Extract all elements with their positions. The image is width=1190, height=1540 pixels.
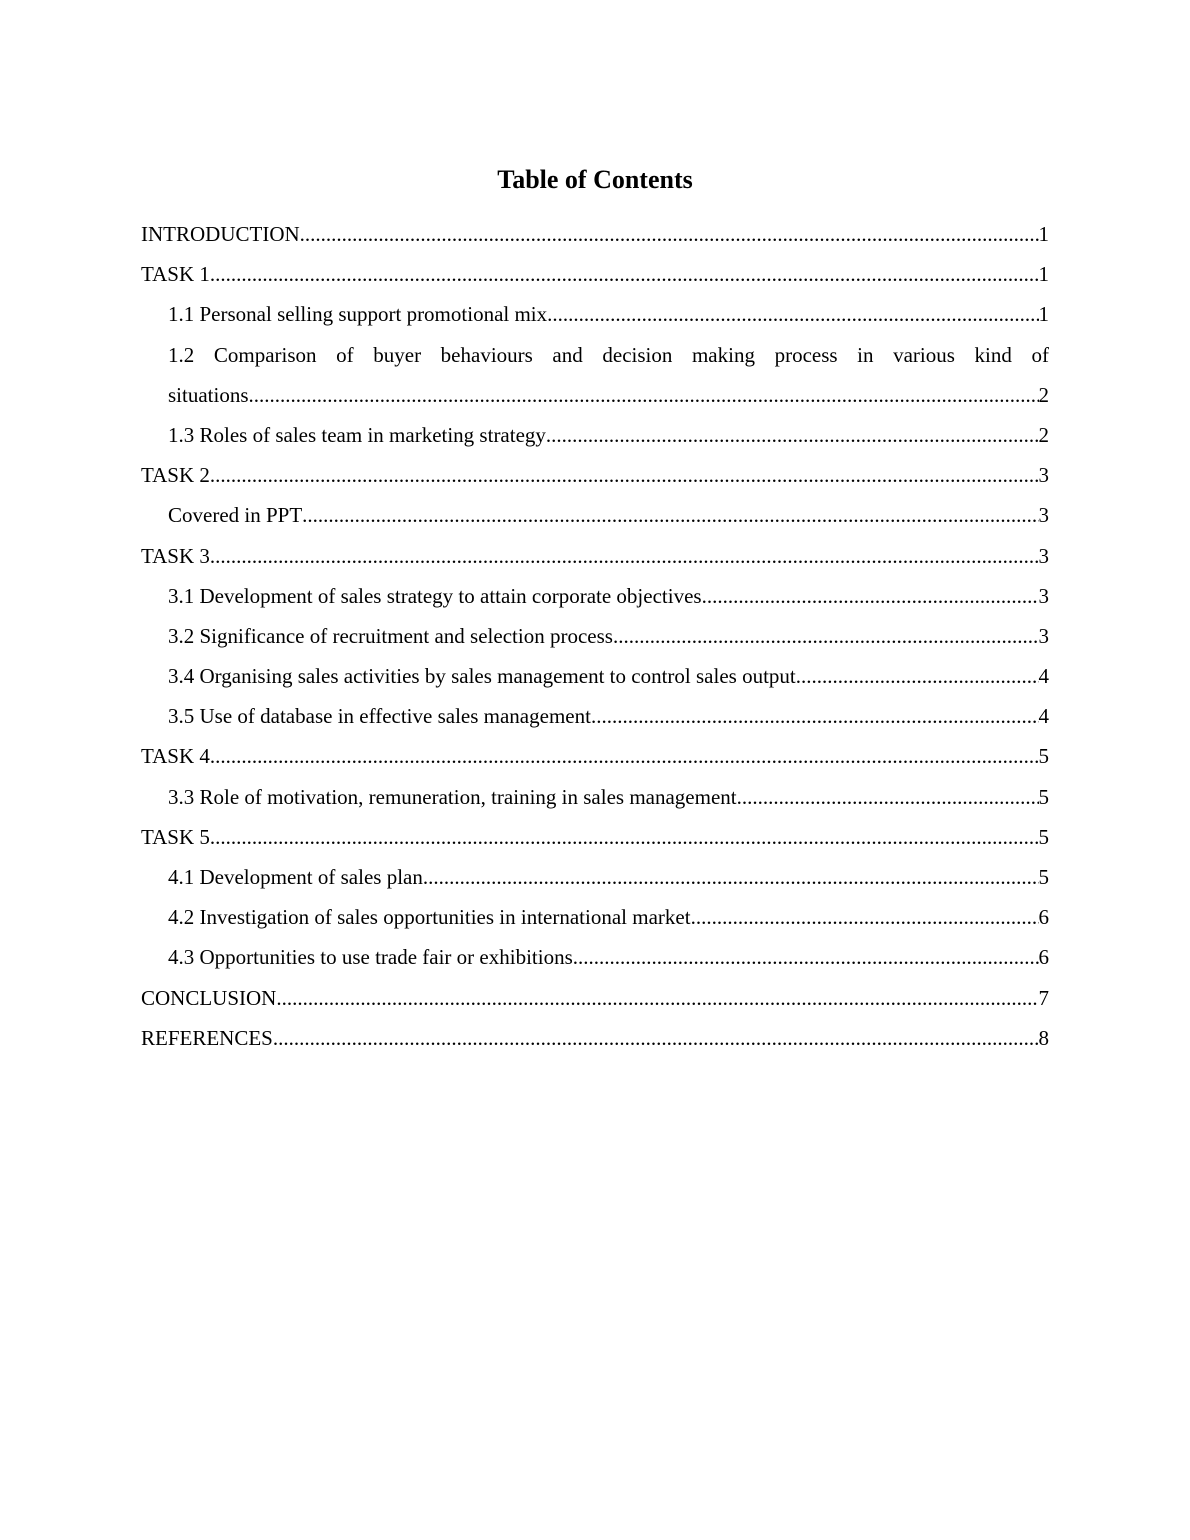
toc-entry-introduction[interactable]	[141, 214, 1049, 254]
toc-page-number: 3	[1038, 623, 1049, 648]
toc-entry-label-line-1: 1.2 Comparison of buyer behaviours and decision making process in various kind of	[168, 342, 1049, 367]
toc-entry-4-2[interactable]	[141, 897, 1049, 937]
toc-entry-label: INTRODUCTION	[141, 222, 300, 246]
toc-page-number: 1	[1038, 302, 1049, 327]
dot-leader	[613, 616, 1039, 656]
toc-entry-1-2[interactable]	[141, 335, 1049, 415]
toc-page-number: 2	[1038, 422, 1049, 447]
dot-leader	[210, 536, 1039, 576]
toc-entry-references[interactable]	[141, 1018, 1049, 1058]
dot-leader	[547, 294, 1038, 334]
toc-entry-3-5[interactable]	[141, 696, 1049, 736]
dot-leader	[210, 455, 1039, 495]
toc-entry-label: 3.3 Role of motivation, remuneration, training in sales management	[168, 784, 737, 809]
toc-entry-label: Covered in PPT	[168, 503, 303, 528]
toc-page-number: 5	[1038, 744, 1049, 769]
toc-entry-label: TASK 4	[141, 744, 210, 769]
toc-entry-3-4[interactable]	[141, 656, 1049, 696]
toc-page-number: 5	[1038, 824, 1049, 849]
toc-entry-4-3[interactable]	[141, 937, 1049, 977]
toc-entry-label: 1.1 Personal selling support promotional mix	[168, 302, 548, 327]
dot-leader	[249, 375, 1039, 415]
toc-page-number: 5	[1038, 784, 1049, 809]
toc-page-number: 3	[1038, 543, 1049, 568]
toc-page-number: 3	[1038, 463, 1049, 488]
toc-entry-1-1[interactable]	[141, 294, 1049, 334]
toc-entry-label: REFERENCES	[141, 1025, 273, 1050]
toc-entry-task-1[interactable]	[141, 254, 1049, 294]
toc-entry-label: 3.1 Development of sales strategy to attain corporate objectives	[168, 583, 702, 608]
toc-entry-covered-in-ppt[interactable]	[141, 495, 1049, 535]
toc-page-number: 1	[1038, 222, 1049, 246]
toc-entry-label: 4.1 Development of sales plan	[168, 865, 423, 889]
toc-entry-label: TASK 3	[141, 543, 210, 568]
toc-entry-conclusion[interactable]	[141, 978, 1049, 1018]
dot-leader	[546, 415, 1039, 455]
toc-entry-label: 4.3 Opportunities to use trade fair or exhibitions	[168, 945, 573, 970]
toc-entry-1-3[interactable]	[141, 415, 1049, 455]
dot-leader	[276, 978, 1038, 1018]
dot-leader	[691, 897, 1039, 937]
dot-leader	[737, 777, 1039, 817]
toc-entry-task-5[interactable]	[141, 817, 1049, 857]
toc-page-number: 2	[1038, 382, 1049, 407]
toc-entry-line-2	[168, 375, 1049, 415]
toc-page-number: 4	[1038, 704, 1049, 729]
toc-title: Table of Contents	[497, 165, 693, 194]
dot-leader	[573, 937, 1039, 977]
dot-leader	[302, 495, 1038, 535]
toc-entry-task-3[interactable]	[141, 536, 1049, 576]
dot-leader	[210, 254, 1039, 294]
toc-entry-label: 3.2 Significance of recruitment and selection process	[168, 623, 613, 648]
toc-page-number: 7	[1038, 985, 1049, 1010]
toc-page-number: 8	[1038, 1025, 1049, 1050]
dot-leader	[796, 656, 1039, 696]
toc-entry-label: 3.5 Use of database in effective sales management	[168, 704, 591, 729]
toc-page-number: 1	[1038, 262, 1049, 287]
toc-page-number: 3	[1038, 503, 1049, 528]
toc-entry-label: 3.4 Organising sales activities by sales management to control sales output	[168, 664, 796, 689]
toc-entry-label: TASK 2	[141, 463, 210, 488]
toc-list	[141, 214, 1049, 1058]
toc-page-number: 6	[1038, 945, 1049, 970]
toc-entry-label: 4.2 Investigation of sales opportunities in international market	[168, 905, 691, 930]
toc-entry-3-2[interactable]	[141, 616, 1049, 656]
dot-leader	[273, 1018, 1039, 1058]
toc-entry-3-3[interactable]	[141, 777, 1049, 817]
toc-page-number: 3	[1038, 583, 1049, 608]
toc-entry-label: CONCLUSION	[141, 985, 277, 1010]
dot-leader	[210, 817, 1039, 857]
document-page	[141, 160, 1049, 1058]
toc-entry-3-1[interactable]	[141, 576, 1049, 616]
dot-leader	[423, 857, 1039, 897]
toc-entry-label: TASK 5	[141, 824, 210, 849]
toc-page-number: 6	[1038, 905, 1049, 930]
toc-entry-task-4[interactable]	[141, 736, 1049, 776]
toc-entry-label: TASK 1	[141, 262, 210, 287]
toc-entry-4-1[interactable]	[141, 857, 1049, 897]
dot-leader	[591, 696, 1039, 736]
toc-page-number: 4	[1038, 664, 1049, 689]
toc-entry-label: 1.3 Roles of sales team in marketing strategy	[168, 422, 546, 447]
toc-entry-label-line-2: situations	[168, 382, 249, 407]
dot-leader	[210, 736, 1039, 776]
toc-entry-task-2[interactable]	[141, 455, 1049, 495]
toc-page-number: 5	[1038, 865, 1049, 889]
dot-leader	[702, 576, 1039, 616]
dot-leader	[300, 214, 1039, 254]
